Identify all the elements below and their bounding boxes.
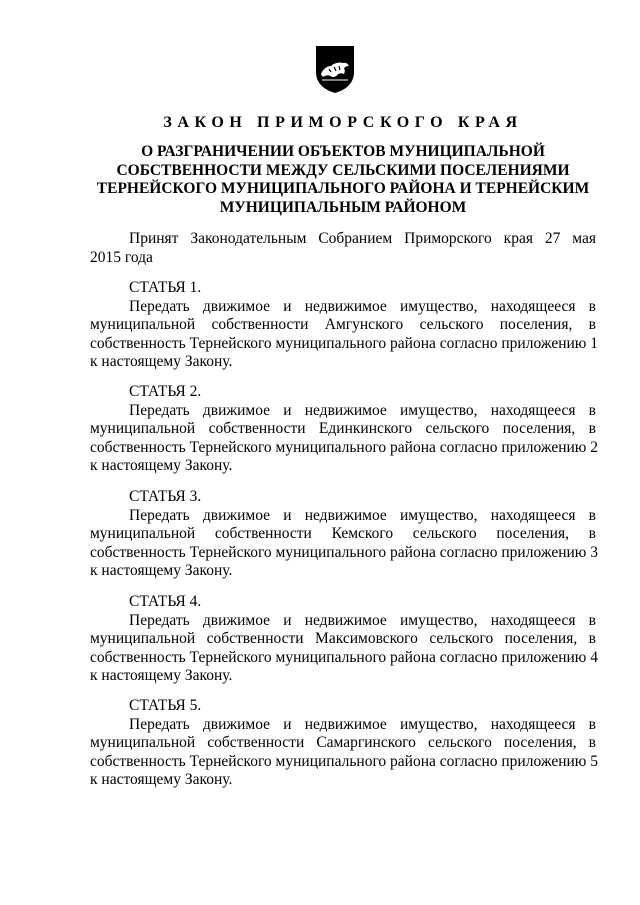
adoption-line: 2015 года xyxy=(90,248,153,266)
article-line: собственность Тернейского муниципального района согласно приложению 4 xyxy=(90,648,598,666)
adoption-statement xyxy=(90,230,596,267)
article-line: собственность Тернейского муниципального района согласно приложению 1 xyxy=(90,334,598,352)
article-line: Передать движимое и недвижимое имущество, находящееся в xyxy=(129,506,596,524)
article-line: к настоящему Закону. xyxy=(90,562,233,579)
article-line: собственность Тернейского муниципального района согласно приложению 5 xyxy=(90,752,598,770)
law-subtitle xyxy=(90,143,596,217)
article-2 xyxy=(90,383,596,476)
article-line: Передать движимое и недвижимое имущество, находящееся в xyxy=(129,715,596,733)
coat-of-arms-icon xyxy=(314,44,356,94)
article-line: к настоящему Закону. xyxy=(90,353,233,370)
article-4 xyxy=(90,593,596,686)
article-5 xyxy=(90,697,596,790)
article-1 xyxy=(90,279,596,372)
law-title: ЗАКОН ПРИМОРСКОГО КРАЯ xyxy=(163,114,523,131)
article-line: муниципальной собственности Амгунского сельского поселения, в xyxy=(90,316,596,333)
law-subtitle-line: О РАЗГРАНИЧЕНИИ ОБЪЕКТОВ МУНИЦИПАЛЬНОЙ xyxy=(141,143,545,160)
article-line: Передать движимое и недвижимое имущество, находящееся в xyxy=(129,401,596,419)
article-line: собственность Тернейского муниципального района согласно приложению 2 xyxy=(90,438,598,456)
law-subtitle-line: ТЕРНЕЙСКОГО МУНИЦИПАЛЬНОГО РАЙОНА И ТЕРНЕЙСКИМ xyxy=(96,180,590,197)
article-line: к настоящему Закону. xyxy=(90,771,233,788)
article-line: собственность Тернейского муниципального района согласно приложению 3 xyxy=(90,543,598,561)
article-line: к настоящему Закону. xyxy=(90,667,233,684)
article-line: муниципальной собственности Самаргинского сельского поселения, в xyxy=(90,734,596,751)
article-line: муниципальной собственности Максимовского сельского поселения, в xyxy=(90,630,596,647)
article-heading: СТАТЬЯ 1. xyxy=(129,279,202,296)
article-heading: СТАТЬЯ 3. xyxy=(129,488,202,505)
article-line: муниципальной собственности Кемского сельского поселения, в xyxy=(90,525,596,542)
article-line: Передать движимое и недвижимое имущество, находящееся в xyxy=(129,297,596,315)
law-subtitle-line: СОБСТВЕННОСТИ МЕЖДУ СЕЛЬСКИМИ ПОСЕЛЕНИЯМИ xyxy=(116,161,570,179)
article-line: Передать движимое и недвижимое имущество, находящееся в xyxy=(129,611,596,629)
law-subtitle-line: МУНИЦИПАЛЬНЫМ РАЙОНОМ xyxy=(219,198,467,216)
article-line: муниципальной собственности Единкинского сельского поселения, в xyxy=(90,420,596,437)
article-3 xyxy=(90,488,596,581)
adoption-line: Принят Законодательным Собранием Приморского края 27 мая xyxy=(129,230,596,247)
article-line: к настоящему Закону. xyxy=(90,457,233,474)
article-heading: СТАТЬЯ 4. xyxy=(129,593,202,610)
article-heading: СТАТЬЯ 2. xyxy=(129,383,202,400)
article-heading: СТАТЬЯ 5. xyxy=(129,697,202,714)
